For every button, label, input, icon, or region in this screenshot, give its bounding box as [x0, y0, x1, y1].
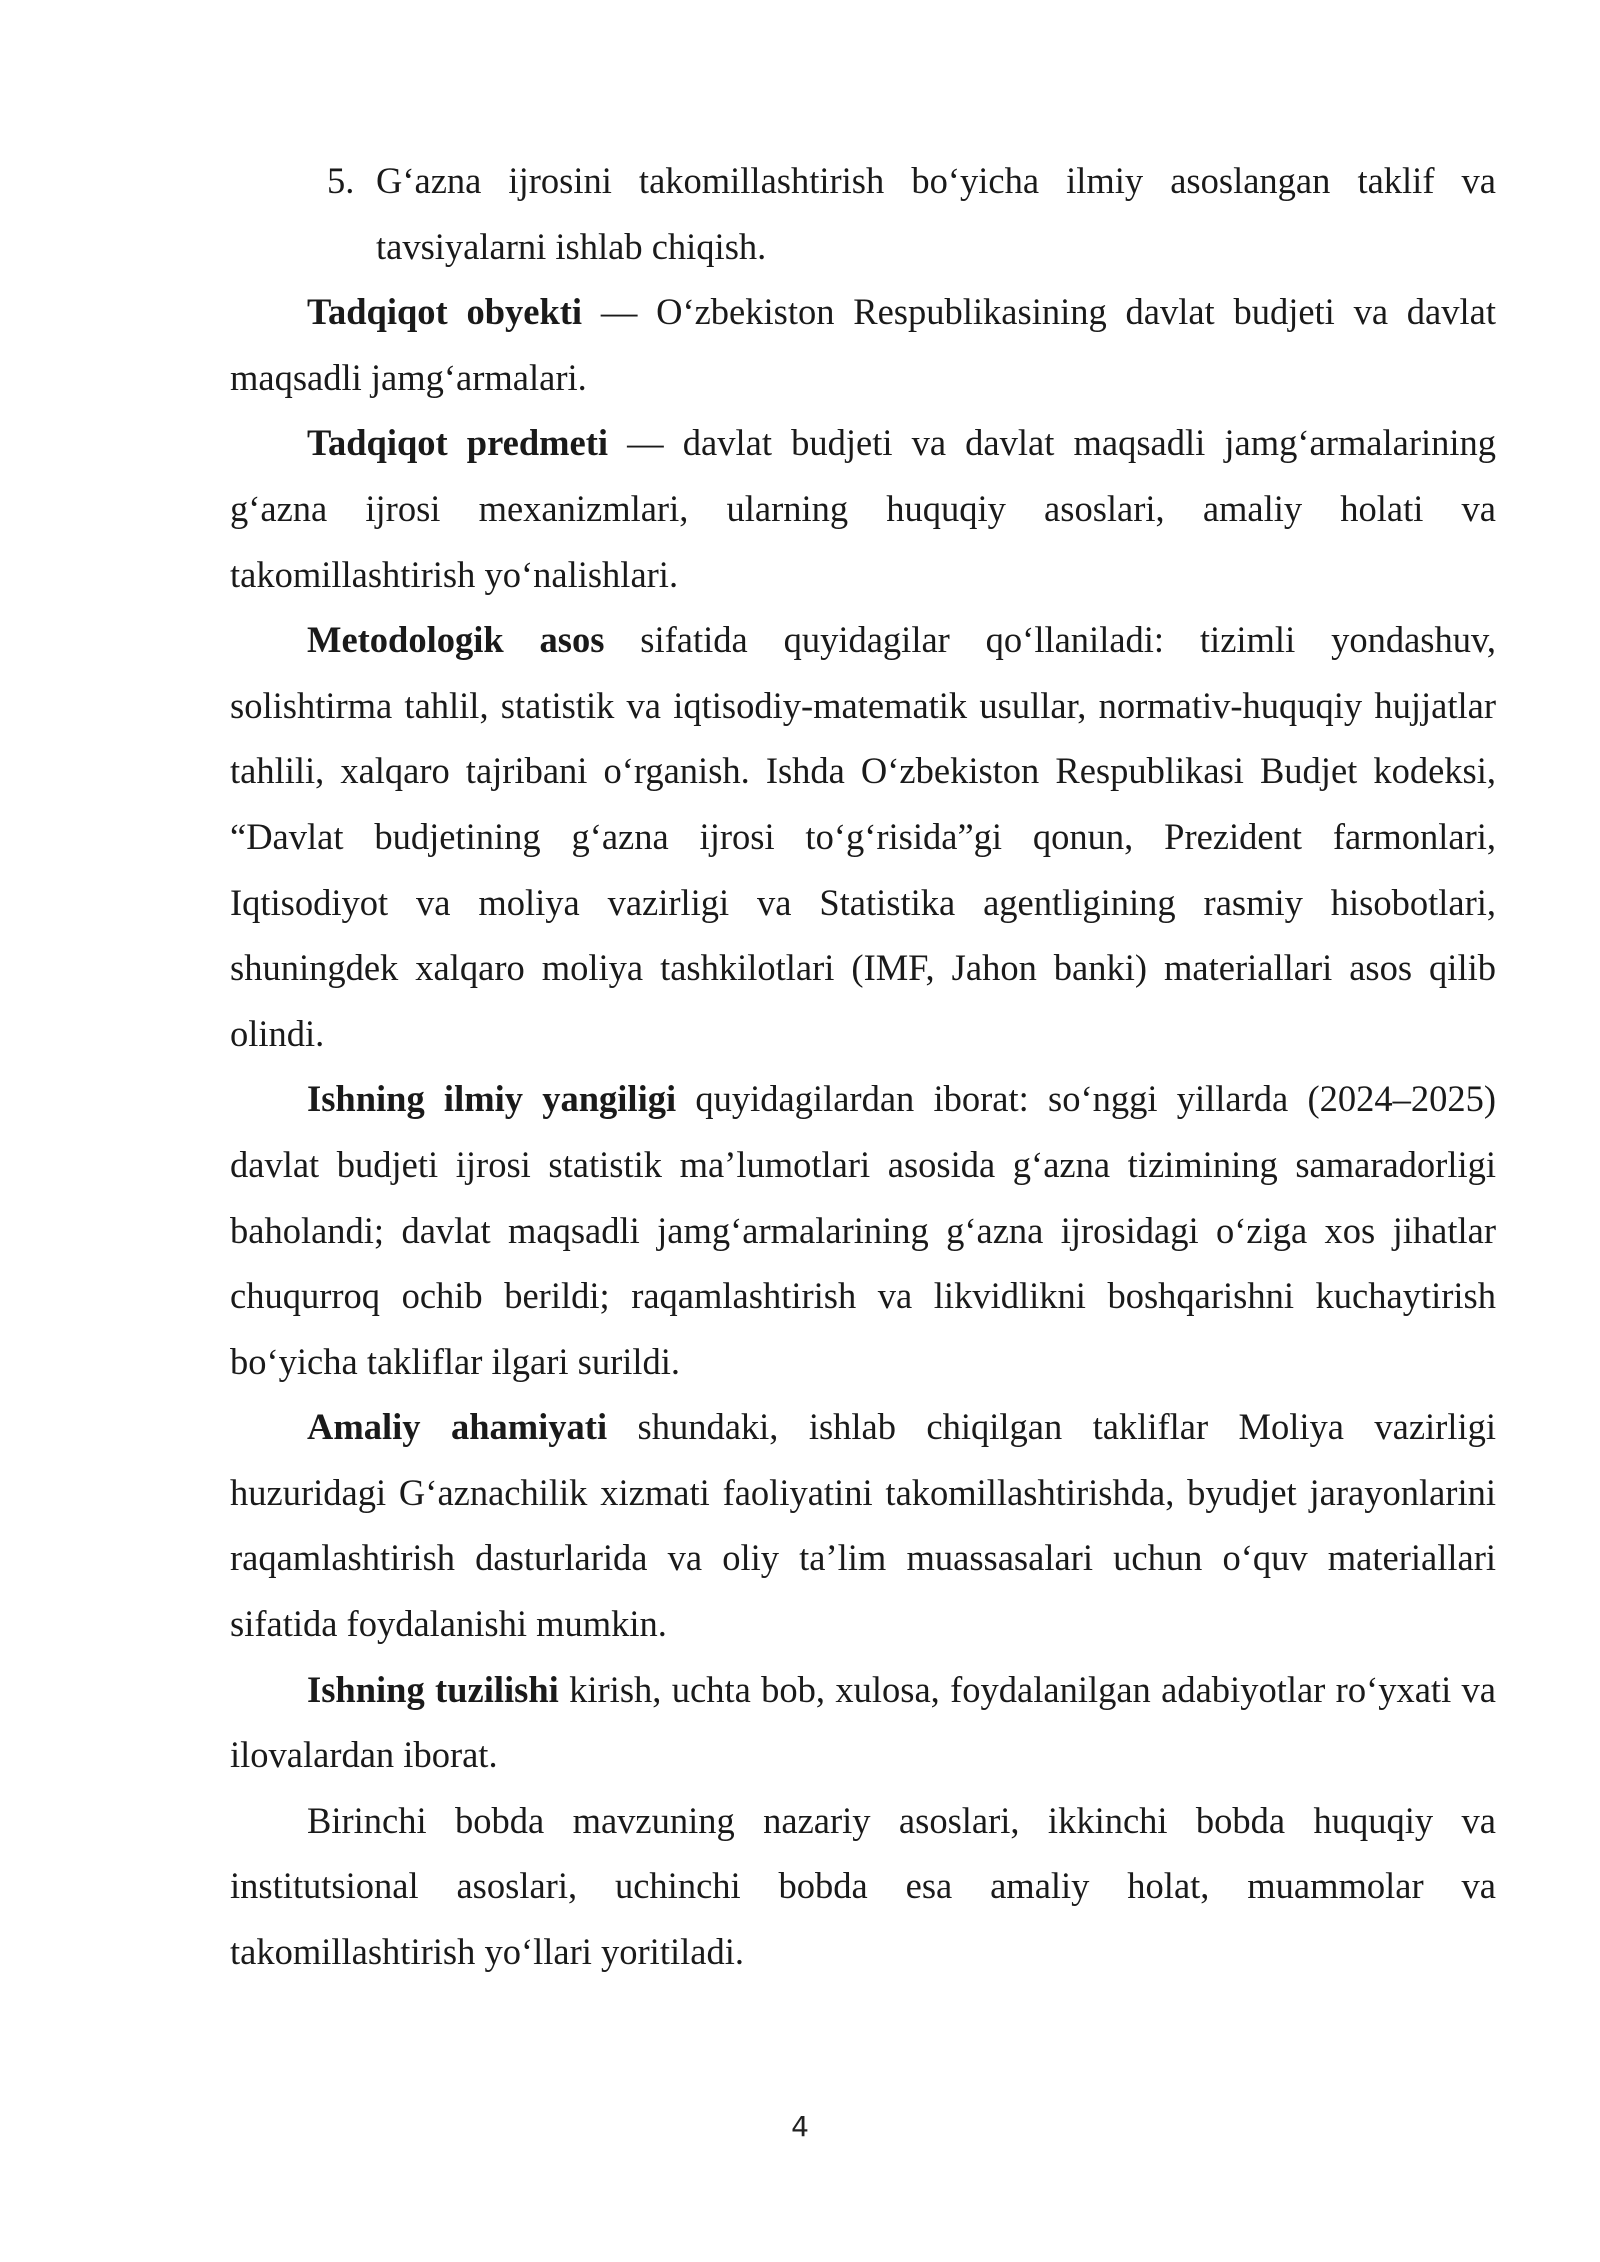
paragraph-text: kirish, uchta bob, xulosa, foydalanilgan adabiyotlar ro‘yxati va ilovalardan iborat.	[230, 1668, 1497, 1776]
document-body	[230, 148, 1496, 1985]
paragraph-chapters-overview	[230, 1788, 1496, 1985]
paragraph-text: Birinchi bobda mavzuning nazariy asoslari, ikkinchi bobda huquqiy va institutsional asoslari, uchinchi bobda esa amaliy holat, muammolar va takomillashtirish yo‘llari yoritiladi.	[230, 1799, 1496, 1973]
paragraph-text: sifatida quyidagilar qo‘llaniladi: tizimli yondashuv, solishtirma tahlil, statistik va iqtisodiy-matematik usullar, normativ-huquqiy hujjatlar tahlili, xalqaro tajribani o‘rganish. Ishda O‘zbekiston Respublikasi Budjet kodeksi, “Davlat budjetining g‘azna ijrosi to‘g‘risida”gi qonun, Prezident farmonlari, Iqtisodiyot va moliya vazirligi va Statistika agentligining rasmiy hisobotlari, shuningdek xalqaro moliya tashkilotlari (IMF, Jahon banki) materiallari asos qilib olindi.	[230, 619, 1496, 1054]
paragraph-text: — davlat budjeti va davlat maqsadli jamg‘armalarining g‘azna ijrosi mexanizmlari, ularning huquqiy asoslari, amaliy holati va takomillashtirish yo‘nalishlari.	[230, 422, 1497, 595]
paragraph-heading: Amaliy ahamiyati	[307, 1406, 608, 1448]
paragraph-text: quyidagilardan iborat: so‘nggi yillarda (2024–2025) davlat budjeti ijrosi statistik ma’lumotlari asosida g‘azna tizimining samaradorligi baholandi; davlat maqsadli jamg‘armalarining g‘azna ijrosidagi o‘ziga xos jihatlar chuqurroq ochib berildi; raqamlashtirish va likvidlikni boshqarishni kuchaytirish bo‘yicha takliflar ilgari surildi.	[230, 1078, 1497, 1382]
paragraph-practical-significance	[230, 1394, 1496, 1656]
paragraph-text: shundaki, ishlab chiqilgan takliflar Moliya vazirligi huzuridagi G‘aznachilik xizmati faoliyatini takomillashtirishda, byudjet jarayonlarini raqamlashtirish dasturlarida va oliy ta’lim muassasalari uchun o‘quv materiallari sifatida foydalanishi mumkin.	[230, 1406, 1497, 1645]
list-item	[230, 148, 1496, 279]
paragraph-research-object	[230, 279, 1496, 410]
paragraph-text: — O‘zbekiston Respublikasining davlat budjeti va davlat maqsadli jamg‘armalari.	[230, 291, 1496, 398]
paragraph-heading: Tadqiqot obyekti	[307, 291, 583, 333]
list-number: 5.	[327, 160, 355, 201]
list-item-text: G‘azna ijrosini takomillashtirish bo‘yicha ilmiy asoslangan taklif va tavsiyalarni ishlab chiqish.	[376, 160, 1496, 267]
paragraph-heading: Ishning ilmiy yangiligi	[307, 1078, 677, 1120]
paragraph-research-subject	[230, 410, 1496, 607]
paragraph-heading: Metodologik asos	[307, 619, 605, 661]
paragraph-heading: Ishning tuzilishi	[307, 1668, 559, 1710]
paragraph-structure	[230, 1657, 1496, 1788]
paragraph-heading: Tadqiqot predmeti	[307, 422, 609, 464]
page-number: 4	[791, 2110, 809, 2143]
paragraph-methodology	[230, 607, 1496, 1066]
paragraph-scientific-novelty	[230, 1066, 1496, 1394]
